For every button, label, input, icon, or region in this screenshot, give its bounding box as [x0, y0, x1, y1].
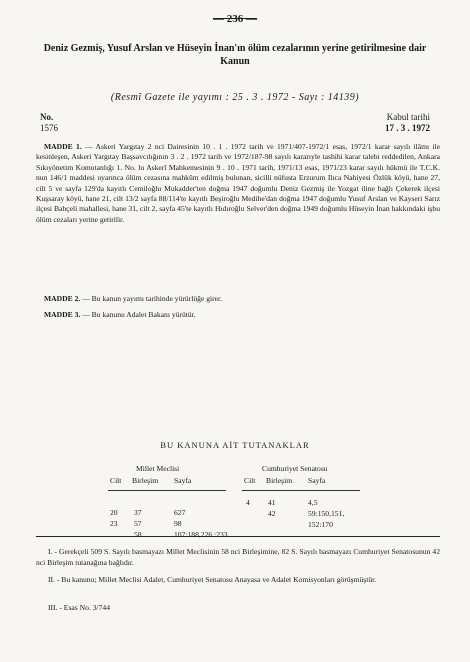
notes-divider	[36, 536, 440, 537]
acceptance-date-value: 17 . 3 . 1972	[385, 123, 430, 133]
group-heading-millet-meclisi: Millet Meclisi	[136, 464, 180, 473]
article-1	[36, 142, 440, 225]
minutes-title: BU KANUNA AİT TUTANAKLAR	[160, 440, 310, 450]
article-text: — Bu kanun yayımı tarihinde yürürlüğe girer.	[82, 294, 223, 303]
article-text: — Bu kanunu Adalet Bakanı yürütür.	[82, 310, 196, 319]
mm-birlesim-cell: 57	[134, 519, 142, 528]
article-3	[44, 310, 440, 320]
mm-cilt-cell: 20	[110, 508, 118, 517]
cs-cilt-cell: 4	[246, 498, 250, 507]
cs-birlesim-cell: 42	[268, 509, 276, 518]
acceptance-date-block	[385, 112, 430, 134]
footnote-1: I. - Gerekçeli 509 S. Sayılı basmayazı Millet Meclisinin 58 nci Birleşimine, 82 S. Sayılı basmayazı Cumhuriyet Senatosunun 42 nci Birleşim tutanağına bağlıdır.	[36, 547, 440, 567]
cs-sayfa-cell: 152:170	[308, 520, 333, 529]
column-header: Sayfa	[174, 476, 192, 485]
gazette-publication: (Resmî Gazete ile yayımı : 25 . 3 . 1972 - Sayı : 14139)	[110, 92, 360, 103]
column-header: Birleşim	[266, 476, 293, 485]
header-rule	[108, 490, 226, 491]
header-rule	[242, 490, 360, 491]
column-header: Sayfa	[308, 476, 326, 485]
column-header: Cilt	[244, 476, 256, 485]
mm-birlesim-cell: 58	[134, 530, 142, 539]
article-label: MADDE 3.	[44, 310, 81, 319]
column-header: Birleşim	[132, 476, 159, 485]
page-number: — 236 —	[213, 13, 257, 25]
law-number-block	[40, 112, 58, 134]
law-title: Deniz Gezmiş, Yusuf Arslan ve Hüseyin İnan'ın ölüm cezalarının yerine getirilmesine dair Kanun	[43, 43, 427, 67]
cs-birlesim-cell: 41	[268, 498, 276, 507]
group-heading-cumhuriyet-senatosu: Cumhuriyet Senatosu	[262, 464, 328, 473]
footnote-3: III. - Esas No. 3/744	[48, 603, 111, 612]
mm-cilt-cell: 23	[110, 519, 118, 528]
column-header: Cilt	[110, 476, 122, 485]
cs-sayfa-cell: 59:150,151,	[308, 509, 345, 518]
cs-sayfa-cell: 4,5	[308, 498, 318, 507]
article-label: MADDE 1.	[44, 142, 82, 151]
law-number-label: No.	[40, 112, 54, 122]
mm-sayfa-cell: 98	[174, 519, 182, 528]
acceptance-date-label: Kabul tarihi	[386, 112, 430, 122]
mm-birlesim-cell: 37	[134, 508, 142, 517]
law-number-value: 1576	[40, 123, 58, 133]
article-text: — Askeri Yargıtay 2 nci Dairesinin 10 . 1 . 1972 tarih ve 1971/407-1972/1 esas, 1972/1 karar sayılı ilâmı ile kesinleşen, Askeri Yargıtay Başsavcılığının 3 . 2 . 1972 tarih ve 1972/187-98 sayılı kararıyle tashihi karar talebi reddedilen, Ankara Sıkıyönetim Komutanlığı 1. No. lu Askerî Mahkemesinin 9 . 10 . 1971 tarih, 1971/13 esas, 1971/23 karar sayılı hükmü ile T.C.K. nun 146/1 maddesi uyarınca ölüm cezasına mahkûm edilmiş bulunan, sicilli nüfusta Erzurum Ilıca Nahiyesi Özlük köyü, hane 27, cilt 5 ve sayfa 129'da kayıtlı Cemiloğlu Mukadder'ten doğma 1947 doğumlu Deniz Gezmiş ile Yozgat iline bağlı Çekerek ilçesi Kuşsaray köyü, hane 21, cilt 13/2 sayfa 88/114'te kayıtlı Beşiroğlu Medihe'dan doğma 1947 doğumlu Yusuf Arslan ve Kayseri Sarız ilçesi Bahçeli mahallesi, hane 31, cilt 2, sayfa 45'te kayıtlı Hıdıroğlu Selver'den doğma 1949 doğumlu Hüseyin İnan hakkındaki işbu ölüm cezaları yerine getirilir.	[36, 142, 440, 224]
footnote-2: II. - Bu kanunu; Millet Meclisi Adalet, Cumhuriyet Senatosu Anayasa ve Adalet Komisyonları görüşmüştür.	[48, 575, 377, 584]
article-label: MADDE 2.	[44, 294, 81, 303]
mm-sayfa-cell: 107:188,226 :233	[174, 530, 228, 539]
mm-sayfa-cell: 627	[174, 508, 186, 517]
article-2	[44, 294, 440, 304]
